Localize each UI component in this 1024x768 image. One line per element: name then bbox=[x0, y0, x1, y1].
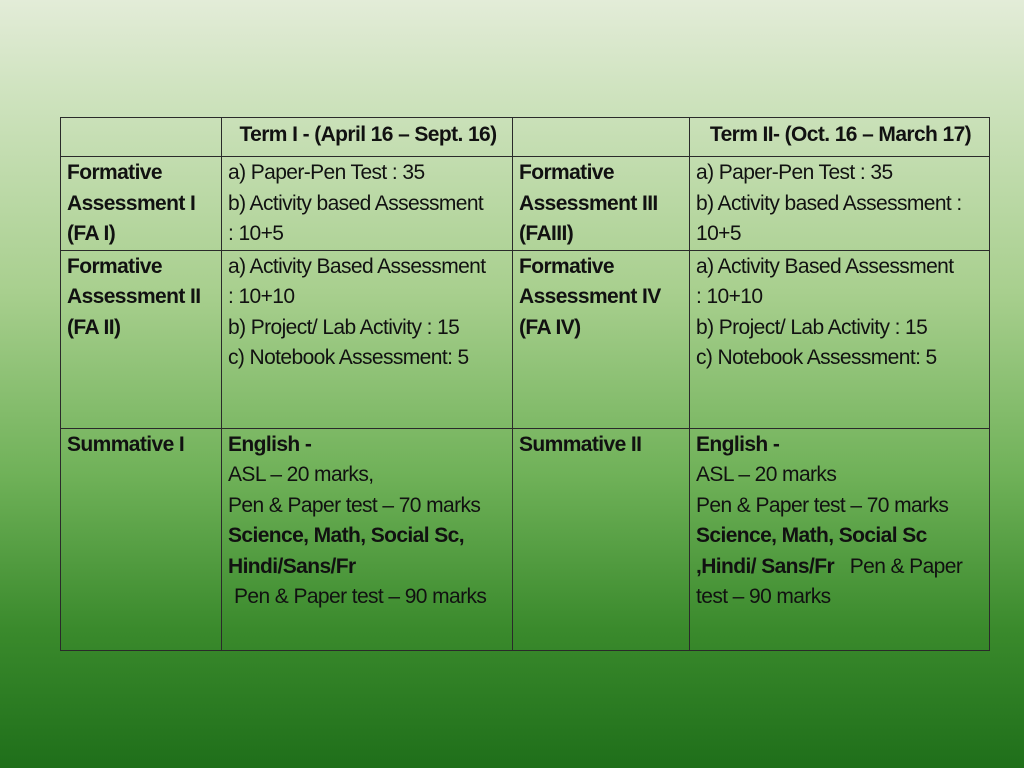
content-line: b) Activity based Assessment : bbox=[696, 191, 962, 215]
label-line: Assessment I bbox=[67, 191, 196, 215]
label-fa4 bbox=[513, 250, 690, 428]
pen-paper-70-marks: Pen & Paper test – 70 marks bbox=[228, 493, 481, 517]
header-term-1: Term I - (April 16 – Sept. 16) bbox=[222, 118, 513, 157]
content-line: c) Notebook Assessment: 5 bbox=[696, 346, 937, 369]
table-row-summative bbox=[61, 428, 990, 650]
table-row-fa1-fa3 bbox=[61, 157, 990, 251]
label-line: Formative bbox=[67, 254, 162, 278]
english-heading: English - bbox=[696, 432, 780, 456]
label-fa3 bbox=[513, 157, 690, 251]
label-line: Assessment II bbox=[67, 285, 201, 308]
content-line: a) Activity Based Assessment bbox=[228, 254, 486, 278]
pen-paper-70-marks: Pen & Paper test – 70 marks bbox=[696, 493, 949, 517]
content-line: : 10+10 bbox=[696, 285, 763, 308]
header-blank-mid bbox=[513, 118, 690, 157]
table-header-row bbox=[61, 118, 990, 157]
asl-marks: ASL – 20 marks, bbox=[228, 463, 374, 486]
content-summative-2 bbox=[690, 428, 990, 650]
assessment-table bbox=[60, 117, 990, 651]
content-line: : 10+5 bbox=[228, 222, 284, 245]
content-line: a) Paper-Pen Test : 35 bbox=[696, 161, 893, 184]
subjects-line-2: Hindi/Sans/Fr bbox=[228, 554, 356, 578]
label-summative-1 bbox=[61, 428, 222, 650]
label-line: Assessment IV bbox=[519, 285, 661, 308]
content-fa4 bbox=[690, 250, 990, 428]
table-row-fa2-fa4 bbox=[61, 250, 990, 428]
label-line: Formative bbox=[67, 161, 162, 184]
pen-paper-90-marks: Pen & Paper test – 90 marks bbox=[234, 585, 487, 608]
content-fa3 bbox=[690, 157, 990, 251]
label-line: (FA I) bbox=[67, 222, 116, 245]
content-line: b) Project/ Lab Activity : 15 bbox=[696, 315, 928, 339]
label-line: (FAIII) bbox=[519, 222, 574, 245]
content-line: a) Activity Based Assessment bbox=[696, 254, 954, 278]
english-heading: English - bbox=[228, 432, 312, 456]
header-term-2: Term II- (Oct. 16 – March 17) bbox=[690, 118, 990, 157]
label-line: Formative bbox=[519, 161, 614, 184]
content-fa2 bbox=[222, 250, 513, 428]
label-line: Summative I bbox=[67, 432, 185, 456]
subjects-line-2: ,Hindi/ Sans/Fr bbox=[696, 554, 835, 578]
content-line: b) Project/ Lab Activity : 15 bbox=[228, 315, 460, 339]
subjects-line-2-mixed bbox=[696, 552, 985, 583]
content-line: b) Activity based Assessment bbox=[228, 191, 484, 215]
content-line: c) Notebook Assessment: 5 bbox=[228, 346, 469, 369]
label-line: Assessment III bbox=[519, 191, 658, 215]
label-fa2 bbox=[61, 250, 222, 428]
content-line: 10+5 bbox=[696, 222, 741, 245]
label-line: Formative bbox=[519, 254, 614, 278]
content-line: a) Paper-Pen Test : 35 bbox=[228, 161, 425, 184]
header-blank-left bbox=[61, 118, 222, 157]
pen-paper-90-part-1: Pen & Paper bbox=[834, 554, 963, 578]
content-line: : 10+10 bbox=[228, 285, 295, 308]
label-line: Summative II bbox=[519, 432, 642, 456]
label-line: (FA IV) bbox=[519, 315, 581, 339]
content-summative-1 bbox=[222, 428, 513, 650]
content-fa1 bbox=[222, 157, 513, 251]
asl-marks: ASL – 20 marks bbox=[696, 463, 837, 486]
label-fa1 bbox=[61, 157, 222, 251]
subjects-line-1: Science, Math, Social Sc, bbox=[228, 524, 464, 547]
pen-paper-90-part-2: test – 90 marks bbox=[696, 585, 831, 608]
label-line: (FA II) bbox=[67, 315, 121, 339]
subjects-line-1: Science, Math, Social Sc bbox=[696, 524, 927, 547]
label-summative-2 bbox=[513, 428, 690, 650]
